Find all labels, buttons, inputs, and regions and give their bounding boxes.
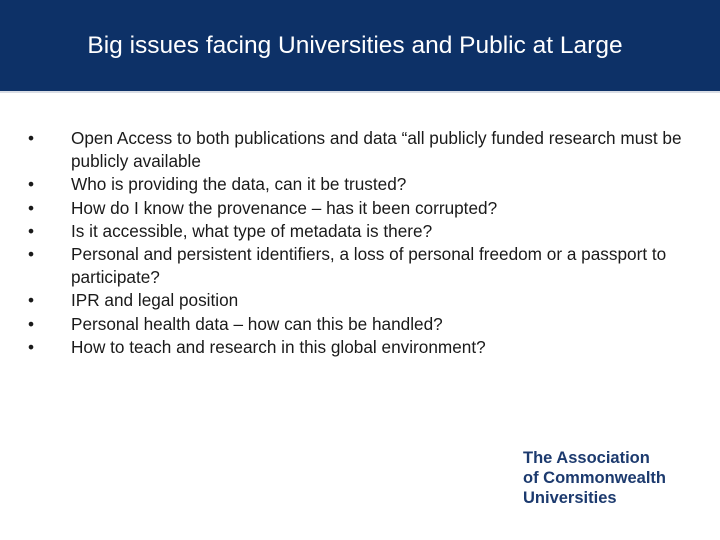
bullet-icon: •: [28, 336, 35, 357]
bullet-icon: •: [28, 128, 35, 148]
bullet-text: Personal and persistent identifiers, a loss of personal freedom or a passport to participate?: [71, 244, 667, 288]
bullet-item: [28, 127, 688, 173]
logo-line: The Association: [523, 449, 650, 467]
bullet-text: Is it accessible, what type of metadata is there?: [71, 220, 433, 241]
bullet-list: [28, 127, 688, 359]
logo-line: Universities: [523, 489, 617, 507]
bullet-text: How do I know the provenance – has it been corrupted?: [71, 197, 498, 218]
bullet-text: Who is providing the data, can it be trusted?: [71, 174, 407, 195]
bullet-item: [28, 173, 688, 196]
title-bar: [0, 0, 720, 93]
bullet-text: Open Access to both publications and data “all publicly funded research must be publicly available: [71, 128, 682, 172]
logo-line: of Commonwealth: [523, 469, 666, 487]
bullet-icon: •: [28, 244, 35, 265]
bullet-icon: •: [28, 197, 35, 218]
bullet-icon: •: [28, 313, 35, 334]
bullet-item: [28, 197, 688, 220]
bullet-icon: •: [28, 220, 35, 241]
bullet-item: [28, 313, 688, 336]
bullet-item: [28, 243, 688, 289]
bullet-text: Personal health data – how can this be handled?: [71, 313, 443, 334]
bullet-icon: •: [28, 174, 35, 195]
bullet-item: [28, 289, 688, 312]
slide-title: Big issues facing Universities and Public at Large: [87, 32, 623, 59]
bullet-icon: •: [28, 290, 35, 311]
bullet-item: [28, 220, 688, 243]
bullet-text: How to teach and research in this global environment?: [71, 336, 486, 357]
acu-logo: [523, 448, 666, 508]
bullet-item: [28, 336, 688, 359]
bullet-text: IPR and legal position: [71, 290, 239, 311]
